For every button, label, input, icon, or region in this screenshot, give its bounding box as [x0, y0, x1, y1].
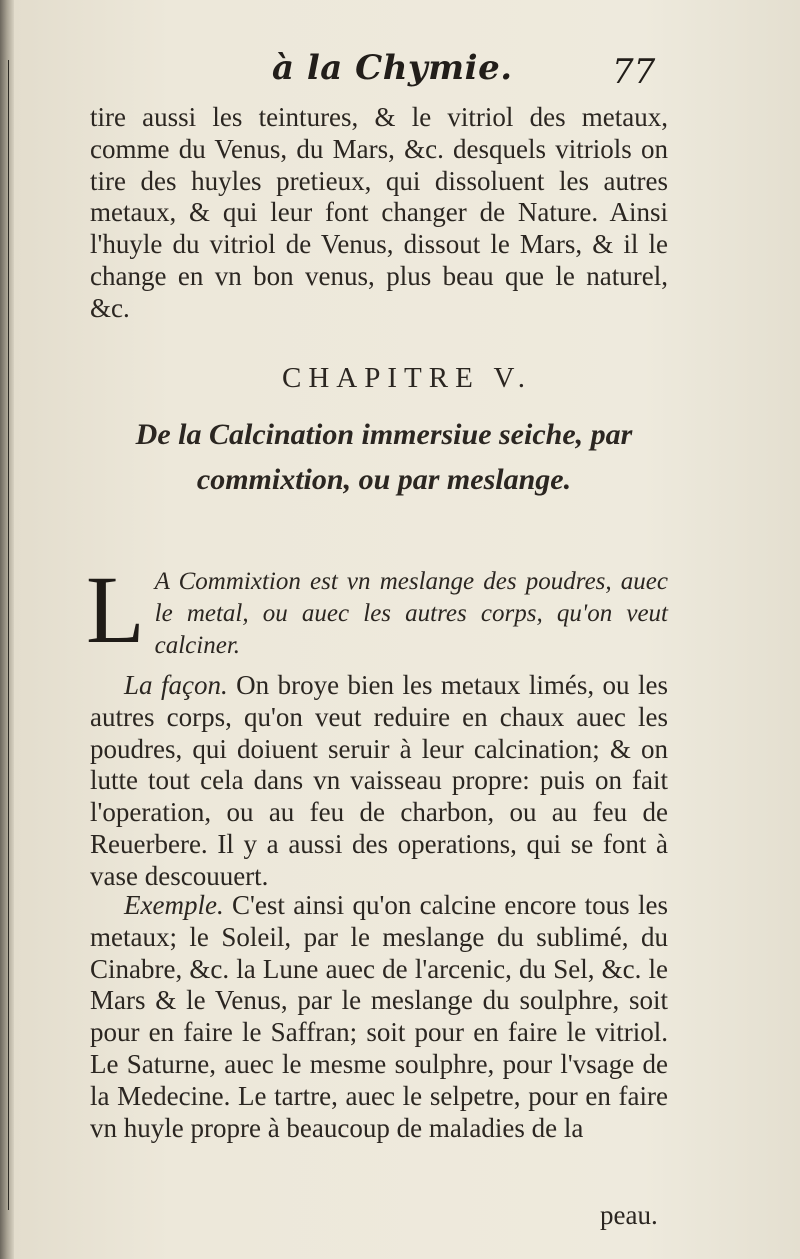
- definition-text: A Commixtion est vn meslange des poudres, auec le metal, ou auec les autres corps, qu'on veut calciner.: [154, 568, 668, 659]
- book-spine-edge: [0, 0, 14, 1259]
- drop-cap-initial: L: [86, 556, 145, 663]
- page-number: 77: [612, 52, 656, 92]
- page-header: [14, 40, 800, 102]
- chapter-title: De la Calcination immersiue seiche, par commixtion, ou par meslange.: [135, 418, 633, 496]
- method-lead: La façon.: [124, 670, 228, 700]
- gutter-line: [8, 60, 9, 1210]
- chapter-heading: CHAPITRE V.: [282, 362, 532, 394]
- example-lead: Exemple.: [124, 890, 224, 920]
- method-text: On broye bien les metaux limés, ou les autres corps, qu'on veut reduire en chaux auec les poudres, qui doiuent seruir à leur calcination; & on lutte tout cela dans vn vaisseau propre: puis on fait l'operation, ou au feu de charbon, ou au feu de Reuerbere. Il y a aussi des operations, qui se font à vase descouuert.: [90, 670, 668, 891]
- paragraph-definition: [86, 556, 668, 663]
- book-page: [14, 0, 800, 1259]
- running-title: à la Chymie.: [272, 48, 513, 88]
- example-text: C'est ainsi qu'on calcine encore tous les metaux; le Soleil, par le meslange du sublimé, du Cinabre, &c. la Lune auec de l'arcenic, du Sel, &c. le Mars & le Venus, par le meslange du soulphre, soit pour en faire le Saffran; soit pour en faire le vitriol. Le Saturne, auec le mesme soulphre, pour l'vsage de la Medecine. Le tartre, auec le selpetre, pour en faire vn huyle propre à beaucoup de maladies de la: [90, 890, 668, 1143]
- paragraph-method: [90, 670, 668, 893]
- paragraph-example: [90, 890, 668, 1144]
- paragraph-continued: tire aussi les teintures, & le vitriol des metaux, comme du Venus, du Mars, &c. desquels vitriols on tire des huyles pretieux, qui dissoluent les autres metaux, & qui leur font changer de Nature. Ainsi l'huyle du vitriol de Venus, dissout le Mars, & il le change en vn bon venus, plus beau que le naturel, &c.: [90, 102, 668, 323]
- catchword: peau.: [600, 1200, 658, 1230]
